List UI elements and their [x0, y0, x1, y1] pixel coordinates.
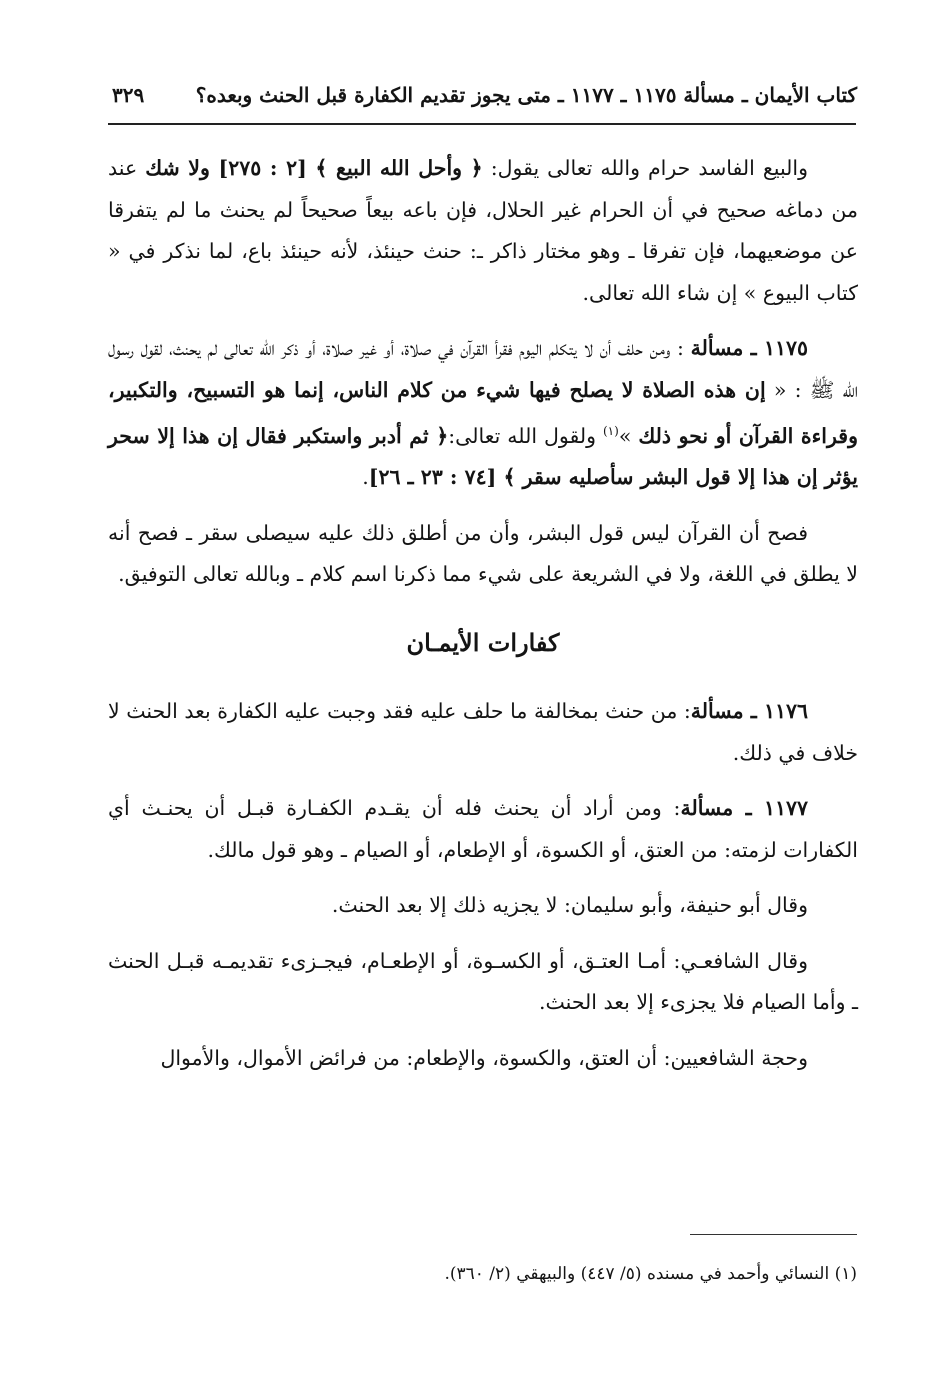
- p2-text-c: ولقول الله تعالى:: [448, 423, 603, 448]
- p4-text-a: : من حنث بمخالفة ما حلف عليه فقد وجبت عليه الكفارة بعد الحنث لا خلاف في ذلك.: [108, 699, 858, 765]
- p1-quran-quote: ﴿ وأحل الله البيع ﴾ [٢ : ٢٧٥] ولا شك: [145, 156, 483, 180]
- p1-text-b: عند من دماغه صحيح في أن الحرام غير الحلال، فإن باعه بيعاً صحيحاً لم يحنث ما لم يتفرقا عن موضعيهما، فإن تفرقا ـ وهو مختار ذاكر ـ: حنث حينئذ، لأنه حينئذ باع، لما نذكر في « كتاب البيوع » إن شاء الله تعالى.: [108, 156, 858, 305]
- p2-text-a: : ومن حلف أن لا يتكلم اليوم فقرأ القرآن في صلاة، أو غير صلاة، أو ذكر الله تعالى لم يحنث، لقول رسول الله ﷺ : «: [108, 336, 859, 402]
- footnote-1: (١) النسائي وأحمد في مسنده (٥/ ٤٤٧) والبيهقي (٢/ ٣٦٠).: [444, 1264, 857, 1284]
- header-rule: [108, 123, 856, 125]
- header-title: كتاب الأيمان ـ مسألة ١١٧٥ ـ ١١٧٧ ـ متى يجوز تقديم الكفارة قبل الحنث وبعده؟: [195, 83, 857, 107]
- running-header: [112, 78, 857, 112]
- masala-1177-number: ١١٧٧ ـ مسألة: [680, 796, 808, 821]
- paragraph-fasid-sale: [108, 148, 858, 314]
- paragraph-masala-1175: [108, 328, 858, 499]
- masala-1176-number: ١١٧٦ ـ مسألة: [690, 699, 808, 724]
- paragraph-conclusion: فصح أن القرآن ليس قول البشر، وأن من أطلق ذلك عليه سيصلى سقر ـ فصح أنه لا يطلق في اللغة، ولا في الشريعة على شيء مما ذكرنا اسم كلام ـ وبالله تعالى التوفيق.: [108, 520, 858, 587]
- paragraph-masala-1177: [108, 788, 858, 871]
- paragraph-shafii-argument: وحجة الشافعيين: أن العتق، والكسوة، والإطعام: من فرائض الأموال، والأموال: [160, 1045, 808, 1070]
- masala-1175-number: ١١٧٥ ـ مسألة: [690, 336, 809, 360]
- p2-text-b: »: [618, 423, 639, 448]
- p2-hadith: إن هذه الصلاة لا يصلح فيها شيء من كلام الناس، إنما هو التسبيح، والتكبير، وقراءة القرآن أو نحو ذلك: [108, 377, 858, 448]
- footnote-rule: [690, 1234, 857, 1235]
- footnote-ref-1[interactable]: (١): [602, 424, 619, 438]
- p2-text-d: .: [362, 465, 369, 490]
- page-number: ٣٢٩: [112, 83, 145, 107]
- p5-text-a: : ومن أراد أن يحنث فله أن يقـدم الكفـارة قبـل أن يحنـث أي الكفارات لزمته: من العتق، أو الكسوة، أو الإطعام، أو الصيام ـ وهو قول مالك.: [108, 796, 858, 862]
- main-text: [108, 148, 858, 1093]
- p1-text-a: والبيع الفاسد حرام والله تعالى يقول:: [482, 156, 808, 180]
- paragraph-masala-1176: [108, 691, 858, 774]
- p2-quran-quote: ﴿ ثم أدبر واستكبر فقال إن هذا إلا سحر يؤثر إن هذا إلا قول البشر سأصليه سقر ﴾ [٧٤ : ٢٣ ـ ٢٦]: [108, 423, 858, 490]
- paragraph-abu-hanifa: وقال أبو حنيفة، وأبو سليمان: لا يجزيه ذلك إلا بعد الحنث.: [331, 893, 808, 918]
- section-title-kaffarat: كفارات الأيمـان: [406, 627, 560, 657]
- paragraph-shafii: وقال الشافعـي: أمـا العتـق، أو الكسـوة، أو الإطعـام، فيجـزىء تقديمـه قبـل الحنث ـ وأما الصيام فلا يجزىء إلا بعد الحنث.: [108, 948, 858, 1015]
